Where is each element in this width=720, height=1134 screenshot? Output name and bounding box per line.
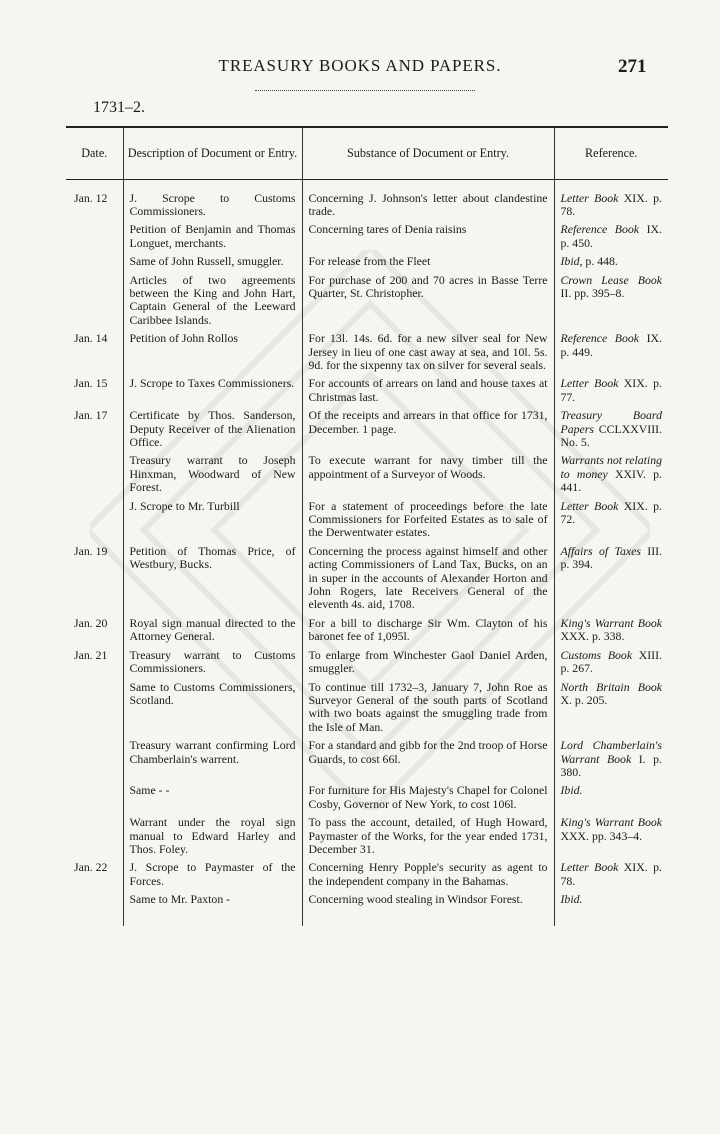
entry-description: Treasury warrant to Joseph Hinxman, Woodward of New Forest.	[123, 454, 302, 499]
entry-description: J. Scrope to Paymaster of the Forces.	[123, 861, 302, 893]
running-head	[0, 56, 720, 80]
entry-reference	[554, 649, 668, 681]
table-header-row	[66, 127, 668, 179]
table-row	[66, 649, 668, 681]
table-row	[66, 500, 668, 545]
entry-description: Articles of two agreements between the King and John Hart, Captain General of the Leeward Caribbee Islands.	[123, 274, 302, 333]
entry-substance: For furniture for His Majesty's Chapel for Colonel Cosby, Governor of New York, to cost 106l.	[302, 784, 554, 816]
entry-substance: To execute warrant for navy timber till the appointment of a Surveyor of Woods.	[302, 454, 554, 499]
reference-location: II. pp. 395–8.	[560, 285, 625, 300]
entry-date: Jan. 15	[74, 376, 108, 391]
table-row	[66, 409, 668, 454]
table-row	[66, 545, 668, 617]
entry-substance: To enlarge from Winchester Gaol Daniel Arden, smuggler.	[302, 649, 554, 681]
entry-description: Petition of John Rollos	[123, 332, 302, 377]
reference-location: XIX. p. 78.	[560, 860, 662, 888]
entry-substance: For a bill to discharge Sir Wm. Clayton of his baronet fee of 1,095l.	[302, 617, 554, 649]
entry-substance: To continue till 1732–3, January 7, John Roe as Surveyor General of the south parts of Scotland with two boats against the smuggling trade from the Isle of Man.	[302, 681, 554, 740]
reference-location: III. p. 394.	[560, 543, 662, 572]
entry-date: Jan. 20	[74, 615, 108, 630]
entry-description: Same - -	[123, 784, 302, 816]
entry-reference	[554, 617, 668, 649]
table-row	[66, 454, 668, 499]
entry-reference	[554, 500, 668, 545]
reference-location: IX. p. 450.	[560, 222, 662, 250]
reference-location: XIX. p. 77.	[560, 376, 662, 404]
reference-location: XXX. p. 338.	[560, 629, 625, 644]
reference-location: XIII. p. 267.	[560, 647, 662, 676]
entry-date: Jan. 21	[74, 647, 108, 662]
entry-substance: For a statement of proceedings before the late Commissioners for Forfeited Estates as to sale of the Derwentwater estates.	[302, 500, 554, 545]
reference-source: Reference Book	[560, 222, 640, 237]
entry-description: Certificate by Thos. Sanderson, Deputy Receiver of the Alienation Office.	[123, 409, 302, 454]
reference-source: Warrants not relating to money	[560, 453, 662, 481]
entry-reference	[554, 893, 668, 926]
reference-source: Lord Chamberlain's Warrant Book	[560, 738, 662, 766]
entry-reference	[554, 454, 668, 499]
reference-location: XXIV. p. 441.	[560, 466, 662, 495]
table-row	[66, 893, 668, 926]
table-row	[66, 816, 668, 861]
entry-date	[66, 274, 123, 333]
entry-date	[66, 223, 123, 255]
year-heading: 1731–2.	[93, 99, 145, 116]
entry-description: Same of John Russell, smuggler.	[123, 255, 302, 273]
entry-date: Jan. 12	[74, 190, 108, 205]
entry-substance: For purchase of 200 and 70 acres in Basse Terre Quarter, St. Christopher.	[302, 274, 554, 333]
column-header-description: Description of Document or Entry.	[123, 127, 302, 179]
entry-substance: Concerning the process against himself and other acting Commissioners of Land Tax, Bucks, on an in super in the accounts of Alexander Horton and John Rogers, late Receivers General of the eleventh 4s. aid, 1708.	[302, 545, 554, 617]
table-row	[66, 377, 668, 409]
reference-location: CCLXXVIII. No. 5.	[560, 421, 662, 449]
entry-reference	[554, 332, 668, 377]
table-row	[66, 332, 668, 377]
table-row	[66, 274, 668, 333]
entry-substance: To pass the account, detailed, of Hugh Howard, Paymaster of the Works, for the year ended 1731, December 31.	[302, 816, 554, 861]
reference-source: Crown Lease Book	[560, 272, 662, 287]
reference-source: King's Warrant Book	[560, 615, 662, 630]
reference-source: Ibid	[560, 254, 580, 269]
entry-description: Royal sign manual directed to the Attorney General.	[123, 617, 302, 649]
reference-location: IX. p. 449.	[560, 331, 662, 359]
entry-date: Jan. 22	[74, 860, 108, 875]
entry-substance: Of the receipts and arrears in that office for 1731, December. 1 page.	[302, 409, 554, 454]
entry-reference	[554, 861, 668, 893]
entry-date	[66, 739, 123, 784]
reference-source: Ibid.	[560, 783, 583, 798]
entry-description: J. Scrope to Mr. Turbill	[123, 500, 302, 545]
reference-location: XXX. pp. 343–4.	[560, 828, 643, 843]
table-row	[66, 861, 668, 893]
table-body	[66, 179, 668, 926]
reference-source: Ibid.	[560, 892, 583, 907]
reference-source: North Britain Book	[560, 679, 662, 694]
reference-source: Letter Book	[560, 498, 619, 513]
entry-substance: Concerning tares of Denia raisins	[302, 223, 554, 255]
entry-date	[66, 816, 123, 861]
table-row	[66, 617, 668, 649]
reference-source: Treasury Board Papers	[560, 408, 662, 436]
entry-reference	[554, 784, 668, 816]
entry-reference	[554, 274, 668, 333]
calendar-table	[66, 126, 668, 926]
entry-date	[66, 454, 123, 499]
entry-description: Petition of Benjamin and Thomas Longuet, merchants.	[123, 223, 302, 255]
column-header-date: Date.	[66, 127, 123, 179]
table-row	[66, 223, 668, 255]
entry-description: J. Scrope to Taxes Commissioners.	[123, 377, 302, 409]
entry-reference	[554, 409, 668, 454]
reference-location: , p. 448.	[579, 254, 618, 269]
entry-reference	[554, 681, 668, 740]
entry-description: Treasury warrant to Customs Commissioners.	[123, 649, 302, 681]
running-title: TREASURY BOOKS AND PAPERS.	[218, 56, 502, 75]
column-header-reference: Reference.	[554, 127, 668, 179]
entry-description: Petition of Thomas Price, of Westbury, Bucks.	[123, 545, 302, 617]
reference-location: X. p. 205.	[560, 692, 608, 707]
table-row	[66, 739, 668, 784]
reference-source: Customs Book	[560, 647, 633, 662]
column-header-substance: Substance of Document or Entry.	[302, 127, 554, 179]
entry-date	[66, 500, 123, 545]
entry-substance: Concerning wood stealing in Windsor Forest.	[302, 893, 554, 926]
reference-location: XIX. p. 78.	[560, 190, 662, 218]
entry-substance: Concerning Henry Popple's security as agent to the independent company in the Bahamas.	[302, 861, 554, 893]
entry-reference	[554, 223, 668, 255]
entry-description: Treasury warrant confirming Lord Chamberlain's warrent.	[123, 739, 302, 784]
entry-description: Warrant under the royal sign manual to Edward Harley and Thos. Foley.	[123, 816, 302, 861]
entry-substance: For accounts of arrears on land and house taxes at Christmas last.	[302, 377, 554, 409]
reference-source: Letter Book	[560, 860, 619, 875]
reference-location: XIX. p. 72.	[560, 498, 662, 527]
entry-date	[66, 893, 123, 926]
entry-description: Same to Mr. Paxton -	[123, 893, 302, 926]
reference-source: Affairs of Taxes	[560, 543, 641, 558]
reference-location: I. p. 380.	[560, 751, 662, 779]
reference-source: Letter Book	[560, 190, 619, 205]
page-number: 271	[618, 56, 647, 77]
entry-substance: For a standard and gibb for the 2nd troop of Horse Guards, to cost 66l.	[302, 739, 554, 784]
reference-source: Letter Book	[560, 376, 619, 391]
entry-reference	[554, 545, 668, 617]
entry-substance: For release from the Fleet	[302, 255, 554, 273]
entry-reference	[554, 255, 668, 273]
entry-reference	[554, 739, 668, 784]
entry-description: Same to Customs Commissioners, Scotland.	[123, 681, 302, 740]
entry-reference	[554, 377, 668, 409]
table-row	[66, 784, 668, 816]
entry-date	[66, 255, 123, 273]
entry-reference	[554, 192, 668, 224]
entry-substance: Concerning J. Johnson's letter about clandestine trade.	[302, 192, 554, 224]
entry-date: Jan. 17	[74, 408, 108, 423]
entry-description: J. Scrope to Customs Commissioners.	[123, 192, 302, 224]
entry-date	[66, 784, 123, 816]
entry-date: Jan. 14	[74, 331, 108, 346]
reference-source: Reference Book	[560, 331, 640, 346]
header-rule	[255, 90, 475, 91]
table-row	[66, 192, 668, 224]
table-row	[66, 681, 668, 740]
entry-substance: For 13l. 14s. 6d. for a new silver seal for New Jersey in lieu of one cast away at sea, and 10l. 5s. 9d. for the sixpenny tax on silver for several seals.	[302, 332, 554, 377]
table-row	[66, 255, 668, 273]
reference-source: King's Warrant Book	[560, 815, 662, 830]
entry-reference	[554, 816, 668, 861]
entry-date: Jan. 19	[74, 543, 108, 558]
entry-date	[66, 681, 123, 740]
